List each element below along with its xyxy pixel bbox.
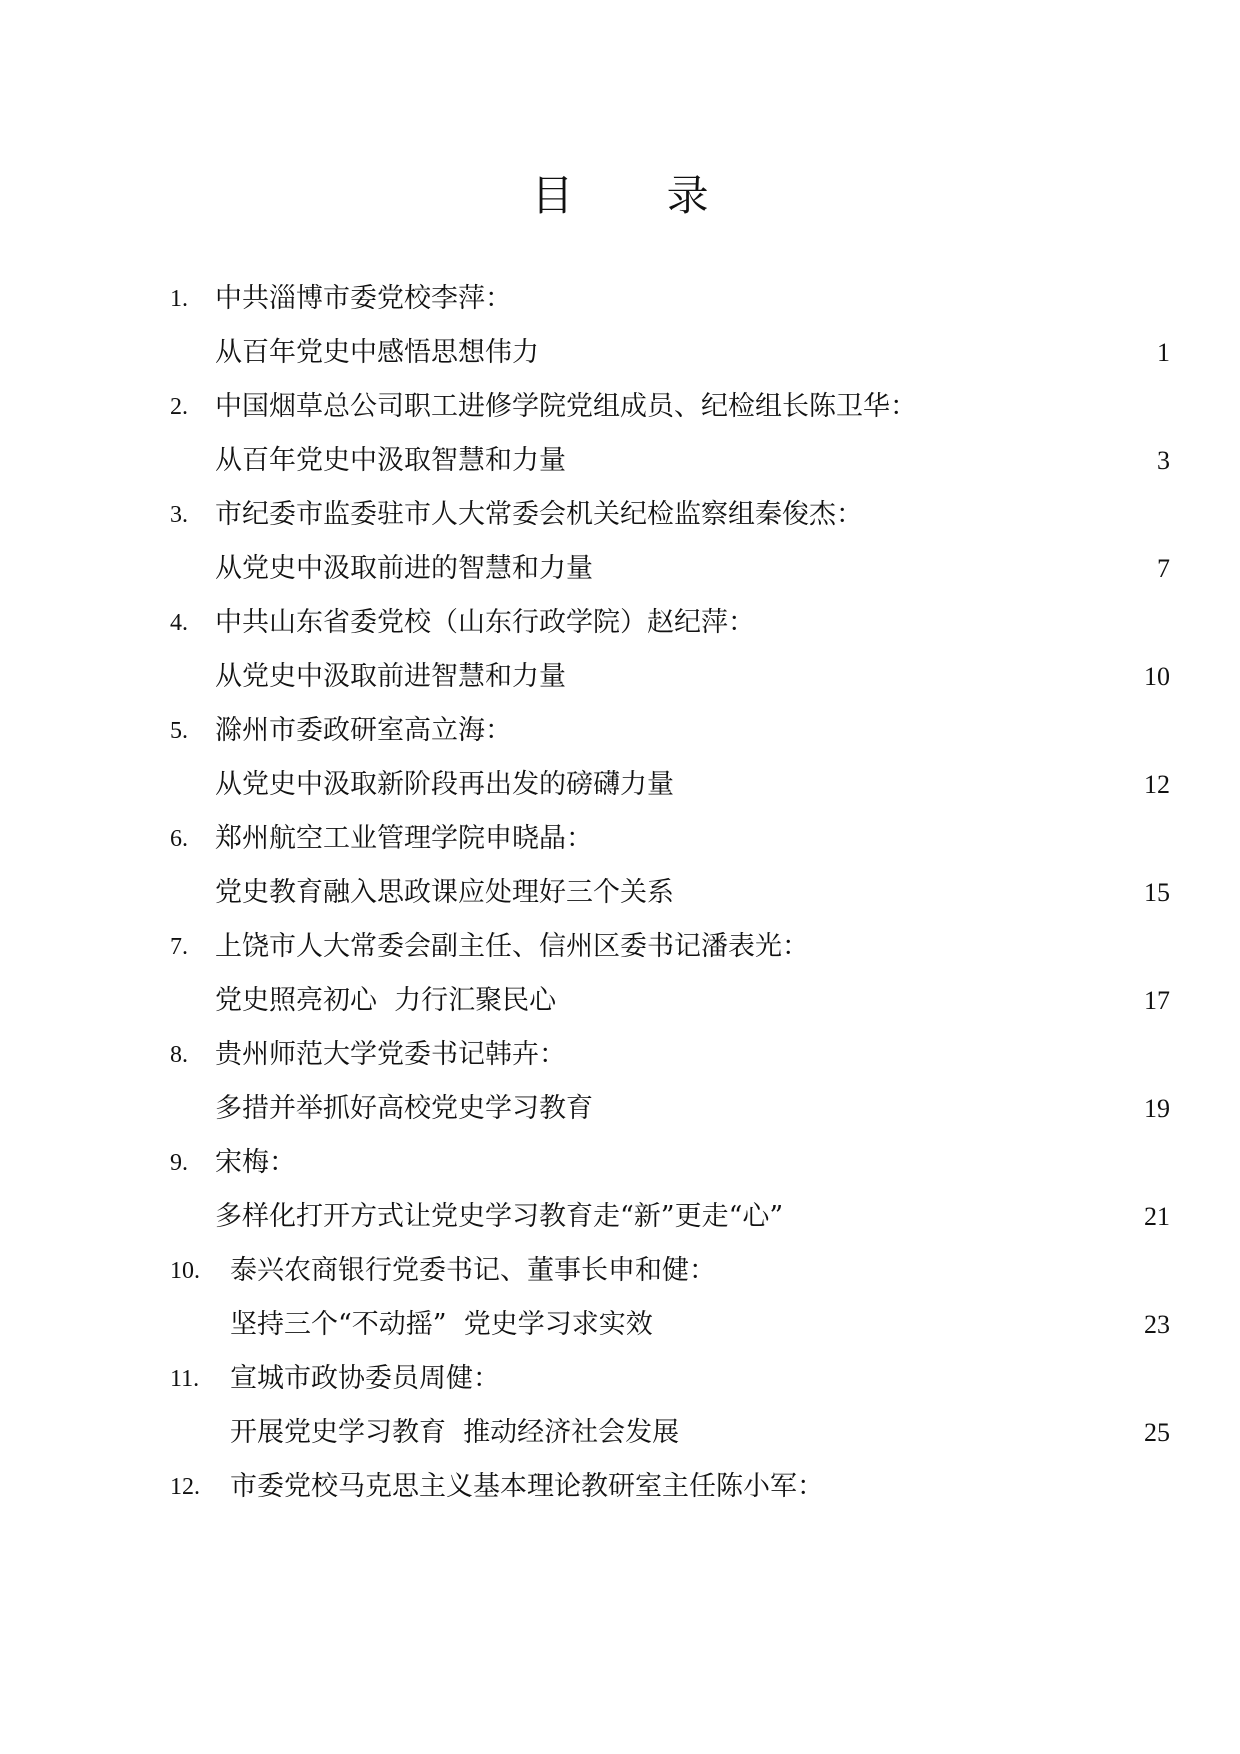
toc-subtitle-line (170, 326, 1170, 380)
toc-entry-number: 2. (170, 394, 188, 420)
toc-entry-author: 贵州师范大学党委书记韩卉： (215, 1039, 566, 1070)
toc-subtitle-line (170, 1082, 1170, 1136)
toc-entry-page-number: 23 (1144, 1310, 1170, 1339)
toc-entry-subtitle: 从党史中汲取前进智慧和力量 (215, 661, 566, 692)
toc-author-line (170, 1244, 1170, 1298)
toc-subtitle-line (170, 1406, 1170, 1460)
toc-entry[interactable] (170, 1028, 1170, 1136)
toc-entry-number: 1. (170, 286, 188, 312)
toc-author-line (170, 272, 1170, 326)
toc-entry-page-number: 1 (1157, 338, 1170, 367)
toc-entry[interactable] (170, 1244, 1170, 1352)
toc-author-line (170, 596, 1170, 650)
toc-entry-page-number: 7 (1157, 554, 1170, 583)
page-title: 目 录 (531, 171, 749, 220)
toc-author-line (170, 488, 1170, 542)
toc-entry-page-number: 3 (1157, 446, 1170, 475)
toc-subtitle-line (170, 1298, 1170, 1352)
toc-entry-subtitle: 开展党史学习教育 推动经济社会发展 (230, 1417, 680, 1448)
toc-entry-author: 郑州航空工业管理学院申晓晶： (215, 823, 593, 854)
toc-entry[interactable] (170, 920, 1170, 1028)
toc-entry-author: 宋梅： (215, 1147, 296, 1178)
toc-entry-subtitle: 从党史中汲取新阶段再出发的磅礴力量 (215, 769, 674, 800)
toc-entry-author: 滁州市委政研室高立海： (215, 715, 512, 746)
toc-entry-author: 中国烟草总公司职工进修学院党组成员、纪检组长陈卫华： (215, 391, 917, 422)
table-of-contents (170, 272, 1170, 1568)
toc-author-line (170, 380, 1170, 434)
toc-entry-page-number: 15 (1144, 878, 1170, 907)
toc-author-line (170, 1352, 1170, 1406)
toc-author-line (170, 920, 1170, 974)
toc-author-line (170, 812, 1170, 866)
toc-entry-author: 中共山东省委党校（山东行政学院）赵纪萍： (215, 607, 755, 638)
toc-entry-author: 泰兴农商银行党委书记、董事长申和健： (230, 1255, 716, 1286)
toc-entry-number: 6. (170, 826, 188, 852)
toc-entry-subtitle: 党史教育融入思政课应处理好三个关系 (215, 877, 674, 908)
toc-entry-subtitle: 多样化打开方式让党史学习教育走“新”更走“心” (215, 1201, 784, 1232)
toc-subtitle-line (170, 758, 1170, 812)
toc-entry-author: 市纪委市监委驻市人大常委会机关纪检监察组秦俊杰： (215, 499, 863, 530)
toc-entry-author: 上饶市人大常委会副主任、信州区委书记潘表光： (215, 931, 809, 962)
toc-entry-number: 8. (170, 1042, 188, 1068)
toc-entry-number: 11. (170, 1366, 200, 1392)
toc-entry[interactable] (170, 380, 1170, 488)
toc-entry-subtitle: 从百年党史中汲取智慧和力量 (215, 445, 566, 476)
toc-entry-number: 3. (170, 502, 188, 528)
toc-entry-page-number: 19 (1144, 1094, 1170, 1123)
toc-entry-number: 5. (170, 718, 188, 744)
toc-entry-author: 中共淄博市委党校李萍： (215, 283, 512, 314)
toc-subtitle-line (170, 866, 1170, 920)
toc-entry-page-number: 10 (1144, 662, 1170, 691)
toc-entry-page-number: 21 (1144, 1202, 1170, 1231)
toc-subtitle-line (170, 974, 1170, 1028)
toc-author-line (170, 1136, 1170, 1190)
toc-subtitle-line (170, 542, 1170, 596)
toc-entry-subtitle: 多措并举抓好高校党史学习教育 (215, 1093, 593, 1124)
toc-subtitle-line (170, 434, 1170, 488)
toc-entry[interactable] (170, 272, 1170, 380)
toc-entry[interactable] (170, 488, 1170, 596)
toc-entry[interactable] (170, 704, 1170, 812)
toc-entry[interactable] (170, 812, 1170, 920)
toc-entry-author: 宣城市政协委员周健： (230, 1363, 500, 1394)
toc-subtitle-line (170, 650, 1170, 704)
toc-entry-number: 4. (170, 610, 188, 636)
toc-entry[interactable] (170, 1352, 1170, 1460)
toc-entry-subtitle: 从党史中汲取前进的智慧和力量 (215, 553, 593, 584)
toc-entry-subtitle: 坚持三个“不动摇” 党史学习求实效 (230, 1309, 653, 1340)
toc-entry-subtitle: 从百年党史中感悟思想伟力 (215, 337, 539, 368)
toc-entry-page-number: 12 (1144, 770, 1170, 799)
toc-entry-author: 市委党校马克思主义基本理论教研室主任陈小军： (230, 1471, 824, 1502)
toc-entry[interactable] (170, 1136, 1170, 1244)
toc-entry[interactable] (170, 1460, 1170, 1568)
toc-entry-number: 9. (170, 1150, 188, 1176)
toc-author-line (170, 1460, 1170, 1514)
toc-author-line (170, 1028, 1170, 1082)
toc-entry-number: 7. (170, 934, 188, 960)
toc-author-line (170, 704, 1170, 758)
toc-entry-subtitle: 党史照亮初心 力行汇聚民心 (215, 985, 557, 1016)
toc-entry-page-number: 25 (1144, 1418, 1170, 1447)
toc-entry-number: 10. (170, 1258, 200, 1284)
toc-entry[interactable] (170, 596, 1170, 704)
toc-entry-number: 12. (170, 1474, 200, 1500)
toc-entry-page-number: 17 (1144, 986, 1170, 1015)
toc-subtitle-line (170, 1190, 1170, 1244)
